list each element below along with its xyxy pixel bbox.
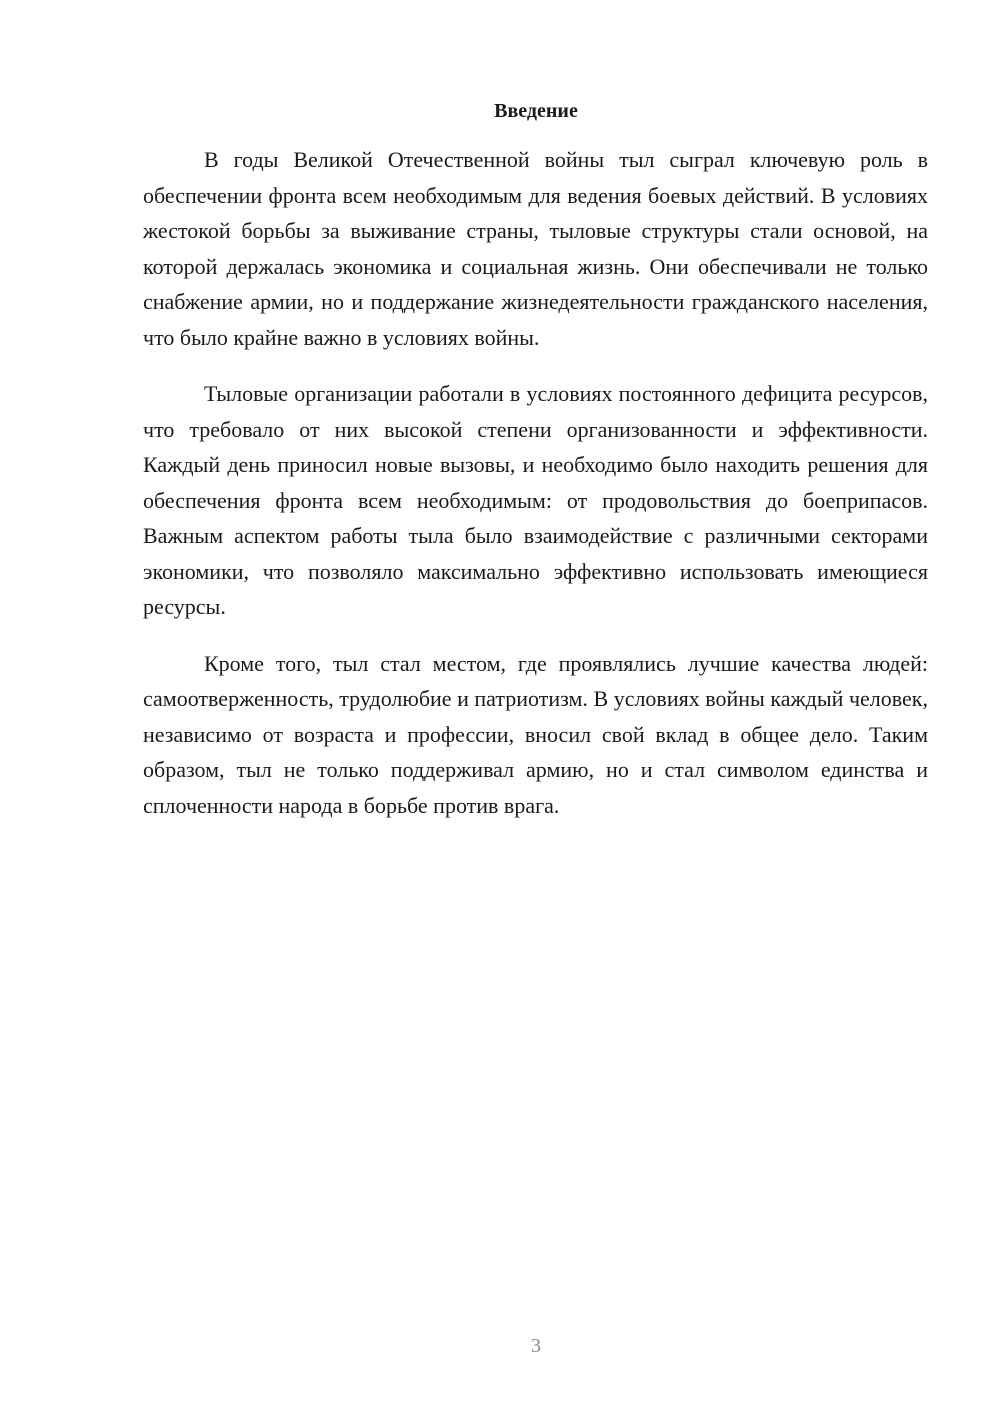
paragraph-2: Тыловые организации работали в условиях постоянного дефицита ресурсов, что требовало от них высокой степени организованности и эффективности. Каждый день приносил новые вызовы, и необходимо было находить решения для обеспечения фронта всем необходимым: от продовольствия до боеприпасов. Важным аспектом работы тыла было взаимодействие с различными секторами экономики, что позволяло максимально эффективно использовать имеющиеся ресурсы. <box>143 381 928 619</box>
document-body <box>143 142 928 823</box>
page-number: 3 <box>531 1335 541 1357</box>
paragraph-1: В годы Великой Отечественной войны тыл сыграл ключевую роль в обеспечении фронта всем необходимым для ведения боевых действий. В условиях жестокой борьбы за выживание страны, тыловые структуры стали основой, на которой держалась экономика и социальная жизнь. Они обеспечивали не только снабжение армии, но и поддержание жизнедеятельности гражданского населения, что было крайне важно в условиях войны. <box>143 147 928 350</box>
page-title: Введение <box>494 100 578 122</box>
paragraph-3: Кроме того, тыл стал местом, где проявлялись лучшие качества людей: самоотверженность, трудолюбие и патриотизм. В условиях войны каждый человек, независимо от возраста и профессии, вносил свой вклад в общее дело. Таким образом, тыл не только поддерживал армию, но и стал символом единства и сплоченности народа в борьбе против врага. <box>143 650 928 818</box>
